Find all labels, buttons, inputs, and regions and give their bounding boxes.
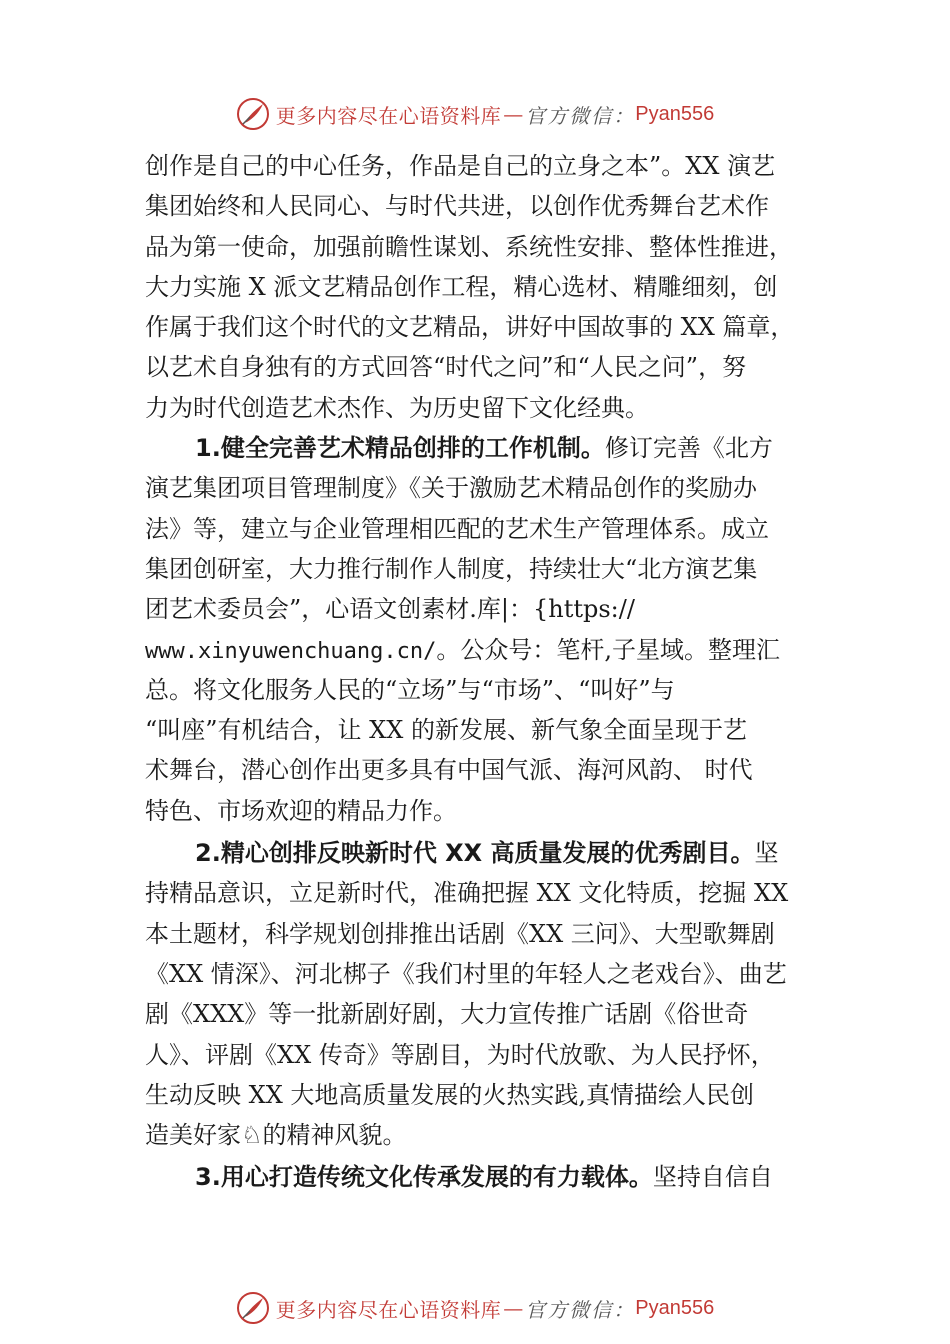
footer-official-label: 官方微信： xyxy=(525,1297,636,1322)
text-line-24: 生动反映 XX 大地高质量发展的火热实践,真情描绘人民创 xyxy=(145,1080,755,1109)
text-line-16: 术舞台，潜心创作出更多具有中国气派、海河风韵、 时代 xyxy=(145,756,753,785)
text-line-19: 持精品意识，立足新时代，准确把握 XX 文化特质，挖掘 XX xyxy=(145,879,789,908)
text-line-15: “叫座”有机结合，让 XX 的新发展、新气象全面呈现于艺 xyxy=(145,716,747,745)
header-banner xyxy=(0,94,950,134)
text-line-14: 总。将文化服务人民的“立场”与“市场”、“叫好”与 xyxy=(145,675,675,704)
text-line-9: 演艺集团项目管理制度》《关于激励艺术精品创作的奖励办 xyxy=(145,474,757,503)
section-1-heading: 1.健全完善艺术精品创排的工作机制。 xyxy=(195,434,605,463)
text-line-17: 特色、市场欢迎的精品力作。 xyxy=(145,796,457,825)
section-3-heading: 3.用心打造传统文化传承发展的有力载体。 xyxy=(195,1163,653,1192)
text-line-4: 大力实施 X 派文艺精品创作工程，精心选材、精雕细刻，创 xyxy=(145,272,778,301)
text-line-7: 力为时代创造艺术杰作、为历史留下文化经典。 xyxy=(145,393,649,422)
text-line-1: 创作是自己的中心任务，作品是自己的立身之本”。XX 演艺 xyxy=(145,152,776,180)
text-line-12: 团艺术委员会”，心语文创素材.库|：{https:// xyxy=(145,595,635,624)
footer-banner xyxy=(0,1288,950,1328)
text-line-25: 造美好家♘的精神风貌。 xyxy=(145,1121,407,1150)
text-line-18: 坚 xyxy=(754,839,779,868)
text-line-11: 集团创研室，大力推行制作人制度，持续壮大“北方演艺集 xyxy=(145,554,758,583)
text-line-13: 。公众号：笔杆,子星域。整理汇 xyxy=(436,635,781,664)
section-2-heading: 2.精心创排反映新时代 XX 高质量发展的优秀剧目。 xyxy=(195,839,755,868)
text-line-5: 作属于我们这个时代的文艺精品，讲好中国故事的 XX 篇章， xyxy=(145,313,795,342)
feather-logo-icon xyxy=(236,97,270,131)
website-url: www.xinyuwenchuang.cn/ xyxy=(145,638,437,664)
feather-logo-icon xyxy=(236,1291,270,1325)
footer-site-name: 更多内容尽在心语资料库 xyxy=(275,1297,502,1322)
header-wechat-id: Pyan556 xyxy=(635,102,715,125)
text-line-26: 坚持自信自 xyxy=(652,1163,773,1192)
section-1-heading-line xyxy=(145,428,825,468)
text-line-20: 本土题材，科学规划创排推出话剧《XX 三问》、大型歌舞剧 xyxy=(145,919,775,948)
text-line-23: 人》、评剧《XX 传奇》等剧目，为时代放歌、为人民抒怀， xyxy=(145,1040,775,1069)
text-line-21: 《XX 情深》、河北梆子《我们村里的年轻人之老戏台》、曲艺 xyxy=(145,959,787,988)
header-site-name: 更多内容尽在心语资料库 xyxy=(275,103,502,128)
text-line-3: 品为第一使命，加强前瞻性谋划、系统性安排、整体性推进， xyxy=(145,232,793,261)
text-line-8: 修订完善《北方 xyxy=(604,434,773,463)
document-body xyxy=(145,146,825,1198)
text-line-22: 剧《XXX》等一批新剧好剧，大力宣传推广话剧《俗世奇 xyxy=(145,1000,749,1029)
section-3-heading-line xyxy=(145,1157,825,1197)
text-line-2: 集团始终和人民同心、与时代共进，以创作优秀舞台艺术作 xyxy=(145,192,769,221)
footer-separator: — xyxy=(503,1296,524,1320)
footer-wechat-id: Pyan556 xyxy=(635,1296,715,1319)
section-2-heading-line xyxy=(145,833,825,873)
text-line-6: 以艺术自身独有的方式回答“时代之问”和“人民之问”，努 xyxy=(145,353,747,382)
url-line xyxy=(145,630,825,670)
text-line-10: 法》等，建立与企业管理相匹配的艺术生产管理体系。成立 xyxy=(145,514,769,543)
header-official-label: 官方微信： xyxy=(525,103,636,128)
header-separator: — xyxy=(503,102,524,126)
